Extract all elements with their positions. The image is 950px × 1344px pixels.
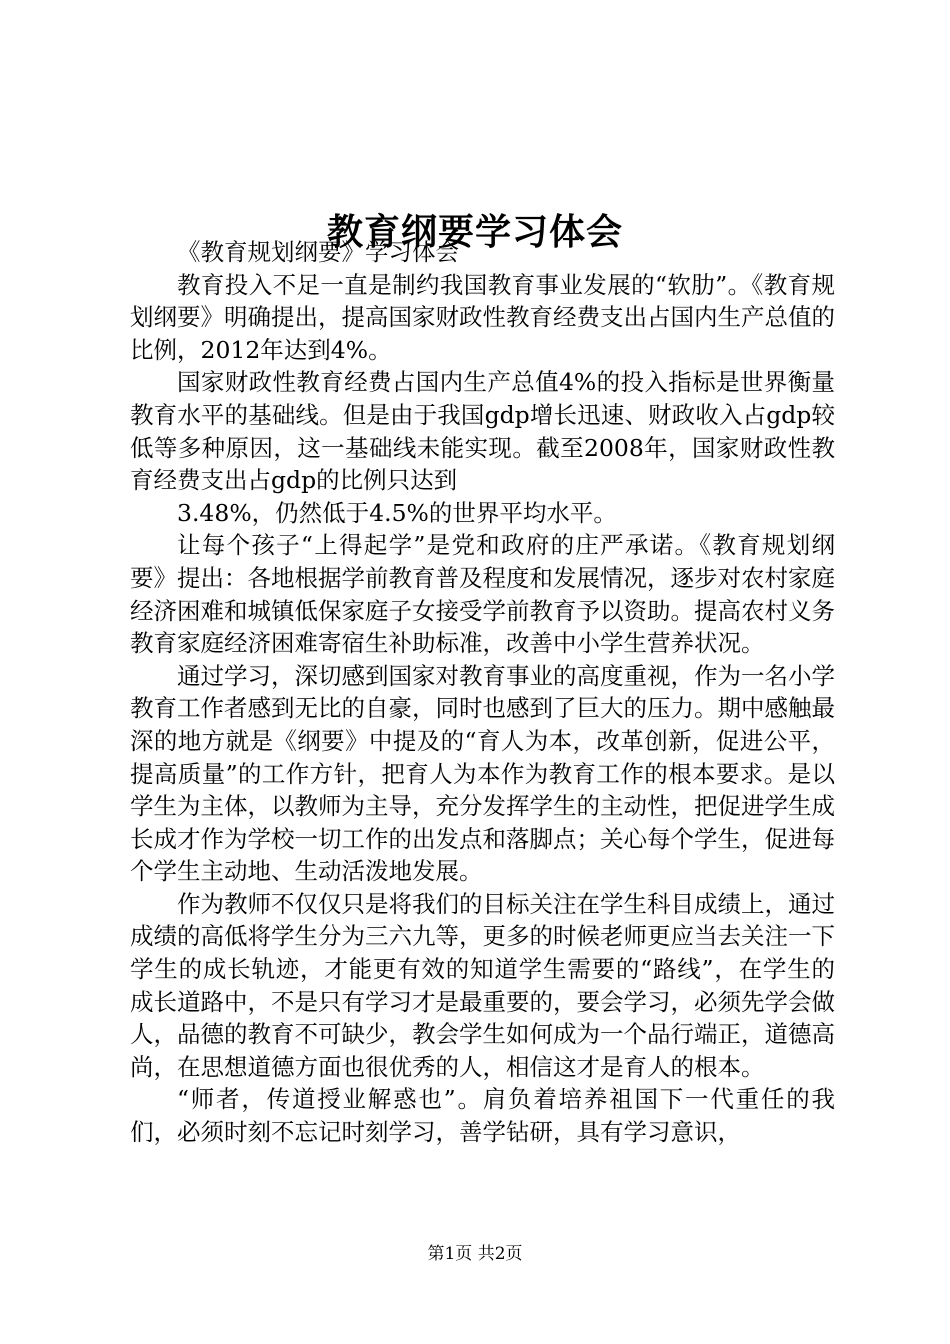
- body-paragraph: “师者，传道授业解惑也”。肩负着培养祖国下一代重任的我们，必须时刻不忘记时刻学习，善学钻研，具有学习意识，: [130, 1085, 835, 1147]
- body-paragraph: 作为教师不仅仅只是将我们的目标关注在学生科目成绩上，通过成绩的高低将学生分为三六九等，更多的时候老师更应当去关注一下学生的成长轨迹，才能更有效的知道学生需要的“路线”，在学生的成长道路中，不是只有学习才是最重要的，要会学习，必须先学会做人，品德的教育不可缺少，教会学生如何成为一个品行端正，道德高尚，在思想道德方面也很优秀的人，相信这才是育人的根本。: [130, 889, 835, 1081]
- body-paragraph: 3.48%，仍然低于4.5%的世界平均水平。: [177, 498, 617, 527]
- page-footer: 第1页 共2页: [427, 1244, 523, 1264]
- document-body: [130, 236, 835, 1149]
- subtitle-paragraph: 《教育规划纲要》学习体会: [177, 238, 459, 266]
- document-title: 教育纲要学习体会: [326, 211, 623, 254]
- body-paragraph: 让每个孩子“上得起学”是党和政府的庄严承诺。《教育规划纲要》提出：各地根据学前教育普及程度和发展情况，逐步对农村家庭经济困难和城镇低保家庭子女接受学前教育予以资助。提高农村义务教育家庭经济困难寄宿生补助标准，改善中小学生营养状况。: [130, 531, 835, 658]
- body-paragraph: 通过学习，深切感到国家对教育事业的高度重视，作为一名小学教育工作者感到无比的自豪，同时也感到了巨大的压力。期中感触最深的地方就是《纲要》中提及的“育人为本，改革创新，促进公平，提高质量”的工作方针，把育人为本作为教育工作的根本要求。是以学生为主体，以教师为主导，充分发挥学生的主动性，把促进学生成长成才作为学校一切工作的出发点和落脚点；关心每个学生，促进每个学生主动地、生动活泼地发展。: [130, 661, 835, 886]
- body-paragraph: 教育投入不足一直是制约我国教育事业发展的“软肋”。《教育规划纲要》明确提出，提高国家财政性教育经费支出占国内生产总值的比例，2012年达到4%。: [130, 270, 835, 364]
- body-paragraph: 国家财政性教育经费占国内生产总值4%的投入指标是世界衡量教育水平的基础线。但是由于我国gdp增长迅速、财政收入占gdp较低等多种原因，这一基础线未能实现。截至2008年，国家财政性教育经费支出占gdp的比例只达到: [130, 368, 835, 495]
